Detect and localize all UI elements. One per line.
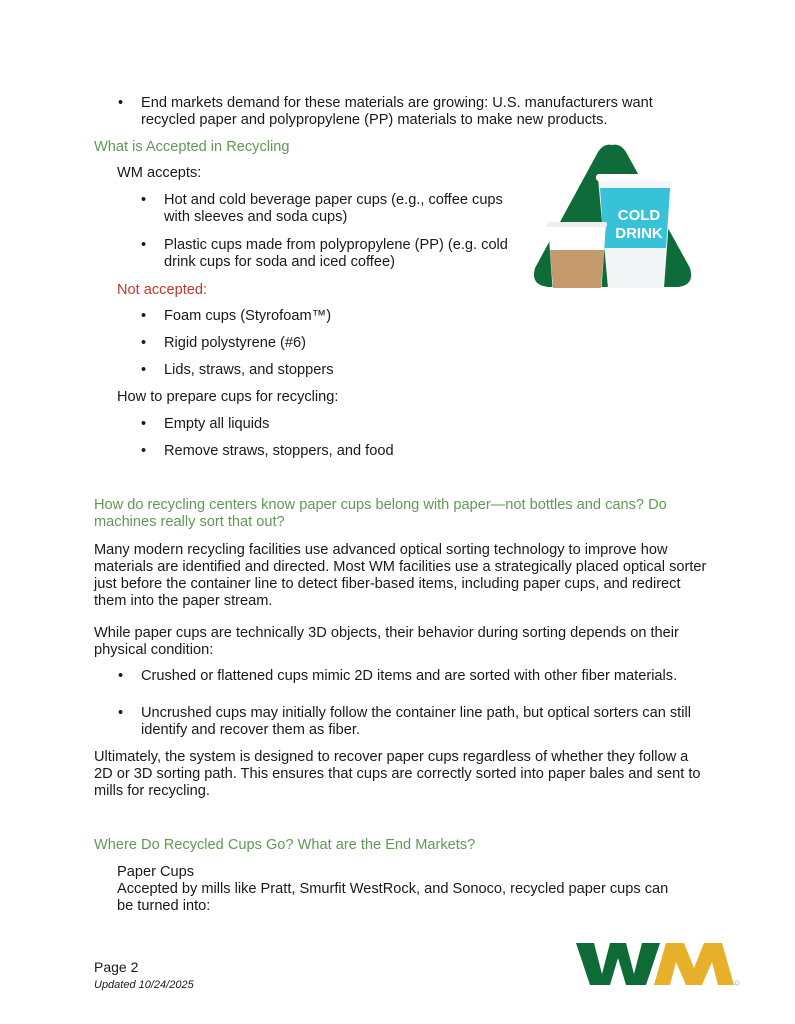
prepare-label: How to prepare cups for recycling: (117, 389, 339, 405)
svg-text:DRINK: DRINK (615, 225, 663, 242)
not-item: • Lids, straws, and stoppers (164, 362, 334, 379)
sorting-item: • Crushed or flattened cups mimic 2D items and are sorted with other fiber materials. (141, 668, 711, 685)
wm-accepts-label: WM accepts: (117, 165, 202, 181)
not-item: • Rigid polystyrene (#6) (164, 335, 306, 352)
section-heading-end-markets: Where Do Recycled Cups Go? What are the End Markets? (94, 837, 476, 853)
section-heading-accepted: What is Accepted in Recycling (94, 139, 290, 155)
sorting-paragraph: While paper cups are technically 3D objects, their behavior during sorting depends on their physical condition: (94, 625, 679, 658)
end-markets-text: Accepted by mills like Pratt, Smurfit WestRock, and Sonoco, recycled paper cups can be turned into: (117, 881, 669, 914)
wm-logo (576, 940, 741, 993)
prepare-item: • Empty all liquids (164, 416, 269, 433)
intro-bullet: • End markets demand for these materials are growing: U.S. manufacturers want recycled paper and polypropylene (PP) materials to make new products. (141, 95, 711, 129)
updated-date: Updated 10/24/2025 (94, 979, 194, 991)
not-accepted-label: Not accepted: (117, 282, 208, 298)
accepts-item: • Hot and cold beverage paper cups (e.g., coffee cups with sleeves and soda cups) (164, 192, 514, 226)
paper-cups-subheading: Paper Cups (117, 864, 195, 880)
sorting-paragraph: Many modern recycling facilities use advanced optical sorting technology to improve how materials are identified and directed. Most WM facilities use a strategically placed optical sorter just before the container line to detect fiber-based items, including paper cups, and redirect them into the paper stream. (94, 542, 707, 609)
not-item: • Foam cups (Styrofoam™) (164, 308, 331, 325)
prepare-item: • Remove straws, stoppers, and food (164, 443, 394, 460)
section-heading-sorting: How do recycling centers know paper cups belong with paper—not bottles and cans? Do machines really sort that out? (94, 497, 667, 530)
svg-text:COLD: COLD (617, 207, 661, 224)
cups-image (530, 140, 695, 290)
page-number: Page 2 (94, 959, 139, 975)
sorting-paragraph: Ultimately, the system is designed to recover paper cups regardless of whether they follow a 2D or 3D sorting path. This ensures that cups are correctly sorted into paper bales and sent to mills for recycling. (94, 749, 701, 799)
accepts-item: • Plastic cups made from polypropylene (PP) (e.g. cold drink cups for soda and iced coffee) (164, 237, 514, 271)
sorting-item: • Uncrushed cups may initially follow the container line path, but optical sorters can still identify and recover them as fiber. (141, 705, 711, 739)
